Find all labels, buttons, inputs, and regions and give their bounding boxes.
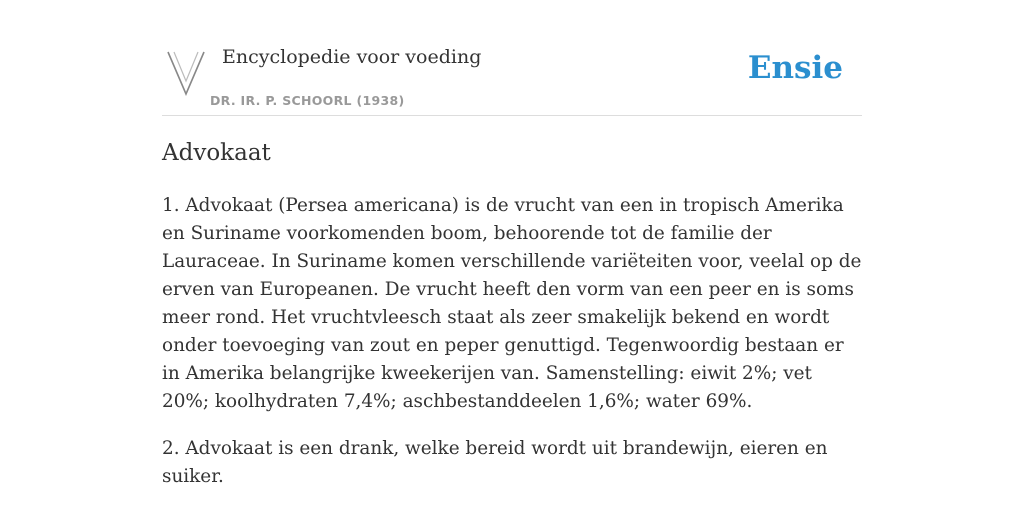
page-header bbox=[162, 40, 862, 116]
ensie-brand-link[interactable]: Ensie bbox=[747, 50, 843, 86]
entry-title: Advokaat bbox=[162, 140, 271, 166]
entry-paragraph-1: 1. Advokaat (Persea americana) is de vrucht van een in tropisch Amerika en Suriname voorkomenden boom, behoorende tot de familie der Lauraceae. In Suriname komen verschillende variëteiten voor, veelal op de erven van Europeanen. De vrucht heeft den vorm van een peer en is soms meer rond. Het vruchtvleesch staat als zeer smakelijk bekend en wordt onder toevoeging van zout en peper genuttigd. Tegenwoordig bestaan er in Amerika belangrijke kweekerijen van. Samenstelling: eiwit 2%; vet 20%; koolhydraten 7,4%; aschbestanddeelen 1,6%; water 69%. bbox=[162, 195, 862, 412]
entry-body bbox=[162, 192, 862, 510]
entry-paragraph-2: 2. Advokaat is een drank, welke bereid wordt uit brandewijn, eieren en suiker. bbox=[162, 438, 828, 487]
book-title[interactable]: Encyclopedie voor voeding bbox=[222, 46, 482, 68]
v-logo-icon[interactable] bbox=[166, 48, 208, 96]
book-author: DR. IR. P. SCHOORL (1938) bbox=[210, 93, 405, 108]
